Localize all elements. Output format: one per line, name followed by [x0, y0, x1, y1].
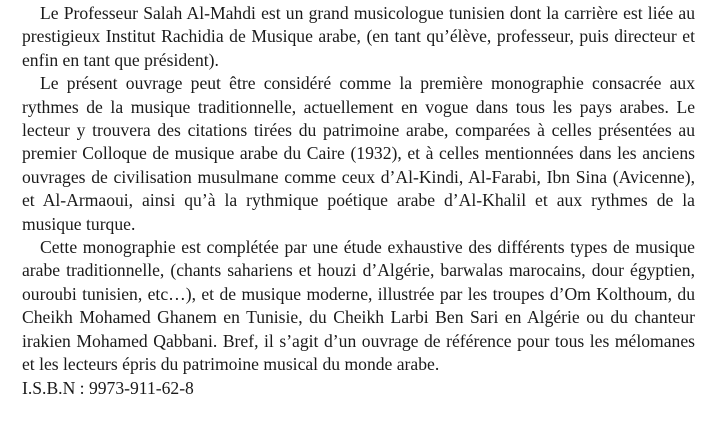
back-cover-text	[22, 2, 695, 400]
paragraph-book-description: Le présent ouvrage peut être considéré comme la première monographie consacrée aux rythmes de la musique traditionnelle, actuellement en vogue dans tous les pays arabes. Le lecteur y trouvera des citations tirées du patrimoine arabe, comparées à celles présentées au premier Colloque de musique arabe du Caire (1932), et à celles mentionnées dans les anciens ouvrages de civilisation musulmane comme ceux d’Al-Kindi, Al-Farabi, Ibn Sina (Avicenne), et Al-Armaoui, ainsi qu’à la rythmique poétique arabe d’Al-Khalil et aux rythmes de la musique turque.	[22, 73, 695, 234]
isbn-line: I.S.B.N : 9973-911-62-8	[22, 377, 194, 398]
paragraph-author-bio: Le Professeur Salah Al-Mahdi est un grand musicologue tunisien dont la carrière est liée au prestigieux Institut Rachidia de Musique arabe, (en tant qu’élève, professeur, puis directeur et enfin en tant que président).	[22, 3, 695, 70]
paragraph-book-contents: Cette monographie est complétée par une étude exhaustive des différents types de musique arabe traditionnelle, (chants sahariens et houzi d’Algérie, barwalas marocains, dour égyptien, ouroubi tunisien, etc…), et de musique moderne, illustrée par les troupes d’Om Kolthoum, du Cheikh Mohamed Ghanem en Tunisie, du Cheikh Larbi Ben Sari en Algérie ou du chanteur irakien Mohamed Qabbani. Bref, il s’agit d’un ouvrage de référence pour tous les mélomanes et les lecteurs épris du patrimoine musical du monde arabe.	[22, 237, 695, 375]
